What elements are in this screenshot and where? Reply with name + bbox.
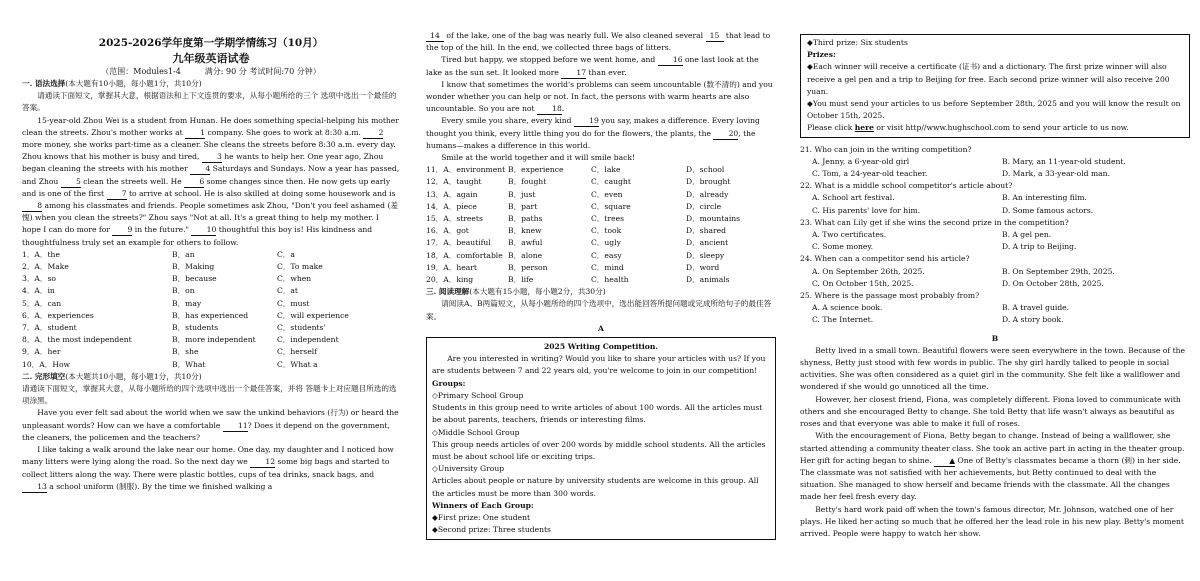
option[interactable]: B. Mary, an 11-year-old student. bbox=[1002, 156, 1126, 166]
section-2-header: 二. 完形填空(本大题共10小题，每小题1分，共10分) bbox=[22, 371, 202, 381]
option[interactable]: B. On September 29th, 2025. bbox=[1002, 266, 1115, 276]
blank-15[interactable]: 15 bbox=[706, 31, 724, 42]
passage-2-para-1: Have you ever felt sad about the world when we saw the unkind behaviors (行为) or heard the unpleasant words? How can we have a comfortable 11? Does it depend on the government, the cleaners, the policemen and the teachers? bbox=[22, 408, 399, 442]
option-row: 13．A．again B．just C．even D．already bbox=[426, 189, 729, 199]
section-1-instructions: 请通读下面短文，掌握其大意，根据语法和上下文连贯的要求，从每小题所给的三个 选项中选出一个最佳的答案。 bbox=[22, 91, 397, 113]
blank-4[interactable]: 4 bbox=[190, 164, 210, 175]
option[interactable]: A. Jenny, a 6-year-old girl bbox=[812, 156, 910, 166]
option-row: 11．A．environment B．experience C．lake D．school bbox=[426, 165, 725, 175]
blank-9[interactable]: 9 bbox=[112, 225, 132, 236]
group-primary-text: Students in this group need to write articles of about 100 words. All the articles must be about parents, teachers, friends or interesting films. bbox=[432, 403, 763, 425]
blank-2[interactable]: 2 bbox=[363, 128, 383, 139]
option-row: 16．A．got B．knew C．took D．shared bbox=[426, 226, 726, 236]
option[interactable]: A. School art festival. bbox=[812, 193, 895, 203]
exam-info: （范围：Modules1-4 满分: 90 分 考试时间:70 分钟） bbox=[101, 67, 321, 76]
triangle-blank[interactable]: ▲ bbox=[934, 456, 955, 467]
option[interactable]: A. On September 26th, 2025. bbox=[812, 266, 925, 276]
option[interactable]: A. A science book. bbox=[812, 303, 883, 313]
option[interactable]: D. A trip to Beijing. bbox=[1002, 242, 1077, 252]
blank-1[interactable]: 1 bbox=[185, 128, 205, 139]
passage-2-para-4: I know that sometimes the world's problems can seem uncountable (数不清的) and you wonder whether you can help or not. In fact, the persons with warm hearts are also uncountable. So you are not 18. bbox=[426, 79, 773, 114]
passage-b-para-2: However, her closest friend, Fiona, was completely different. Fiona loved to communicate with others and she encouraged Betty to change. She told Betty that life wasn't always as beautiful as roses and that everyone was able to make it full of roses. bbox=[800, 394, 1181, 429]
option-row: 14．A．piece B．part C．square D．circle bbox=[426, 201, 722, 211]
passage-2-para-2: I like taking a walk around the lake near our home. One day, my daughter and I noticed how many litters were lying along the road. So the next day we 12 some big bags and started to collect litters along the way. There were plastic bottles, cups of tea drinks, snack bags, and 13 a school uniform (制服). By the time we finished walking a bbox=[22, 445, 394, 491]
option[interactable]: B. An interesting film. bbox=[1002, 193, 1087, 203]
notice-title: 2025 Writing Competition. bbox=[543, 342, 659, 352]
blank-20[interactable]: 20 bbox=[713, 129, 738, 140]
group-middle-heading: ◇Middle School Group bbox=[432, 427, 520, 437]
option-row: 17．A．beautiful B．awful C．ugly D．ancient bbox=[426, 238, 729, 248]
option-row: 3．A．so B．because C．when bbox=[22, 274, 312, 284]
option-row: 6．A．experiences B．has experienced C．will experience bbox=[22, 310, 349, 320]
third-prize: ◆Third prize: Six students bbox=[807, 38, 908, 47]
passage-b-para-3: With the encouragement of Fiona, Betty began to change. Instead of being a wallflower, she started attending a community theater class. She took an active part in acting in the theater group. Her gift for acting began to shine. ▲ One of Betty's classmates became a thorn (刺) in her side. The classmate was not satisfied with her achievements, but Betty continued to deal with the situation. She managed to show herself and became friends with the classmate. All the changes made her feel fresh every day. bbox=[800, 431, 1185, 502]
option-row: 1．A．the B．an C．a bbox=[22, 249, 295, 259]
option-row: 15．A．streets B．paths C．trees D．mountains bbox=[426, 214, 741, 224]
question-options bbox=[800, 156, 1190, 180]
notice-intro: Are you interested in writing? Would you like to share your articles with us? If you are students between 7 and 22 years old, you're welcome to join in our competition! bbox=[432, 354, 766, 376]
passage-b-label: B bbox=[991, 333, 999, 343]
passage-1: 15-year-old Zhou Wei is a student from Hunan. He does something special-helping his mother clean the streets. Zhou's mother works at 1 company. She goes to work at 8:30 a.m. 2 more money, she works part-time as a cleaner. She cleans the streets before 8:30 a.m. every day. Zhou knows that his mother is busy and tired, 3 he wants to help her. One year ago, Zhou began cleaning the streets with his mother 4 Saturdays and Sundays. Now a year has passed, and Zhou 5 clean the streets well. He 6 some changes since then. He now gets up early and is one of the first 7 to arrive at school. He is also skilled at doing some housework and is 8 among his classmates and friends. People sometimes ask Zhou, "Don't you feel ashamed (羞愧) when you clean the streets?" Zhou says "Not at all. It's a great thing to help my mother. I hope I can do more for 9 in the future." 10 thoughtful this boy is! His kindness and thoughtfulness truly set an example for others to follow. bbox=[22, 115, 400, 247]
passage-b-para-1: Betty lived in a small town. Beautiful flowers were seen everywhere in the town. Because of the shyness, Betty just stood with few words in public. The shy girl hardly talked to people in social activities. She was often considered as a quiet girl in the community. She felt like a wallflower and wondered if she would go unnoticed all the time. bbox=[800, 345, 1186, 392]
send-deadline: ◆You must send your articles to us before September 28th, 2025 and you will know the result on October 15th, 2025. bbox=[807, 99, 1181, 121]
competition-notice-box bbox=[426, 337, 776, 540]
question-options bbox=[800, 192, 1190, 216]
column-right bbox=[800, 34, 1190, 540]
option-row: 12．A．taught B．fought C．caught D．brought bbox=[426, 177, 731, 187]
submit-instruction: Please click here or visit http//www.hughschool.com to send your article to us now. bbox=[807, 123, 1129, 133]
option[interactable]: C. Some money. bbox=[812, 242, 874, 252]
passage-2-para-3: Tired but happy, we stopped before we went home, and 16 one last look at the lake as the sun set. It looked more 17 than ever. bbox=[426, 55, 759, 77]
blank-16[interactable]: 16 bbox=[658, 55, 683, 66]
question-24: 24. When can a competitor send his article? A. On September 26th, 2025. B. On September 29th, 2025. C. On October 15th, 2025. D. On October 28th, 2025. bbox=[800, 253, 1190, 290]
option-row: 18．A．comfortable B．alone C．easy D．sleepy bbox=[426, 250, 725, 260]
blank-5[interactable]: 5 bbox=[61, 177, 81, 188]
passage-2-para-5: Every smile you share, every kind 19 you say, makes a difference. Every loving thought you think, every little thing you do for the flowers, the plants, the 20, the humans—makes a difference in this world. bbox=[426, 116, 760, 150]
blank-3[interactable]: 3 bbox=[202, 152, 222, 163]
option[interactable]: C. His parents' love for him. bbox=[812, 205, 921, 215]
group-middle-text: This group needs articles of over 200 words by middle school students. All the articles must be about school life or exciting trips. bbox=[432, 439, 766, 461]
competition-notice-box-continued bbox=[800, 34, 1190, 138]
question-22: 22. What is a middle school competitor's article about? A. School art festival. B. An interesting film. C. His parents' love for him. D. Some famous actors. bbox=[800, 180, 1190, 217]
option-row: 5．A．can B．may C．must bbox=[22, 298, 310, 308]
option[interactable]: C. The Internet. bbox=[812, 315, 874, 325]
first-prize: ◆First prize: One student bbox=[432, 512, 531, 522]
option[interactable]: D. Some famous actors. bbox=[1002, 205, 1094, 215]
second-prize: ◆Second prize: Three students bbox=[432, 525, 551, 535]
exam-title: 2025-2026学年度第一学期学情练习（10月） bbox=[98, 37, 324, 49]
blank-11[interactable]: 11 bbox=[223, 421, 248, 432]
exam-subtitle: 九年级英语试卷 bbox=[172, 52, 250, 65]
options-1 bbox=[22, 249, 400, 371]
group-primary-heading: ◇Primary School Group bbox=[432, 390, 524, 400]
blank-14[interactable]: 14 bbox=[426, 31, 444, 42]
question-21: 21. Who can join in the writing competition? A. Jenny, a 6-year-old girl B. Mary, an 11-year-old student. C. Tom, a 24-year-old teacher. D. Mark, a 33-year-old man. bbox=[800, 144, 1190, 181]
question-23: 23. What can Lily get if she wins the second prize in the competition? A. Two certificates. B. A gel pen. C. Some money. D. A trip to Beijing. bbox=[800, 217, 1190, 254]
section-3-header: 三. 阅读理解(本大题有15小题，每小题2分，共30分) bbox=[426, 287, 606, 297]
blank-12[interactable]: 12 bbox=[250, 457, 275, 468]
passage-a-label: A bbox=[598, 323, 604, 333]
blank-8[interactable]: 8 bbox=[22, 201, 42, 212]
question-25: 25. Where is the passage most probably from? A. A science book. B. A travel guide. C. The Internet. D. A story book. bbox=[800, 290, 1190, 327]
option[interactable]: C. On October 15th, 2025. bbox=[812, 278, 914, 288]
blank-18[interactable]: 18 bbox=[537, 104, 562, 115]
blank-17[interactable]: 17 bbox=[561, 68, 586, 79]
passage-2-para-6: Smile at the world together and it will smile back! bbox=[441, 153, 636, 163]
option-row: 10．A．How B．What C．What a bbox=[22, 359, 318, 369]
section-3-instructions: 请阅读A、B两篇短文，从每小题所给的四个选项中，选出能回答所提问题或完成所给句子的最佳答案。 bbox=[426, 299, 772, 321]
blank-7[interactable]: 7 bbox=[107, 189, 127, 200]
groups-heading: Groups: bbox=[432, 378, 466, 388]
option[interactable]: A. Two certificates. bbox=[812, 230, 887, 240]
option-row: 2．A．Make B．Making C．To make bbox=[22, 262, 323, 272]
column-left bbox=[22, 30, 400, 493]
option-row: 19．A．heart B．person C．mind D．word bbox=[426, 262, 720, 272]
section-1-header: 一. 语法选择(本大题有10小题，每小题1分，共10分) bbox=[22, 79, 202, 88]
option[interactable]: D. A story book. bbox=[1002, 315, 1064, 325]
option-row: 7．A．student B．students C．students' bbox=[22, 323, 326, 333]
prize-details: ◆Each winner will receive a certificate (证书) and a dictionary. The first prize winner will also receive a gel pen and a trip to Beijing for free. Each second prize winner will also receive 200 yuan. bbox=[807, 62, 1170, 96]
blank-13[interactable]: 13 bbox=[22, 482, 47, 493]
passage-b-para-4: Betty's hard work paid off when the town's famous director, Mr. Johnson, watched one of her plays. He liked her acting so much that he offered her the lead role in his new play. Betty's moment arrived. People were happy to watch her show. bbox=[800, 504, 1184, 538]
blank-6[interactable]: 6 bbox=[184, 177, 204, 188]
question-options bbox=[800, 266, 1190, 290]
option[interactable]: B. A gel pen. bbox=[1002, 230, 1052, 240]
option[interactable]: D. Mark, a 33-year-old man. bbox=[1002, 169, 1110, 179]
option[interactable]: B. A travel guide. bbox=[1002, 303, 1070, 313]
option-row: 4．A．in B．on C．at bbox=[22, 286, 298, 296]
prizes-heading: Prizes: bbox=[807, 50, 836, 60]
passage-2-continued: 14 of the lake, one of the bag was nearly full. We also cleaned several 15 that lead to the top of the hill. In the end, we collected three bags of litters. bbox=[426, 31, 771, 53]
option[interactable]: C. Tom, a 24-year-old teacher. bbox=[812, 169, 928, 179]
blank-19[interactable]: 19 bbox=[574, 116, 599, 127]
option-row: 20．A．king B．life C．health D．animals bbox=[426, 275, 730, 285]
question-options bbox=[800, 302, 1190, 326]
option-row: 8．A．the most independent B．more independent C．independent bbox=[22, 335, 339, 345]
question-options bbox=[800, 229, 1190, 253]
winners-heading: Winners of Each Group: bbox=[432, 500, 534, 510]
section-2-instructions: 请通读下面短文，掌握其大意，从每小题所给的四个选项中选出一个最佳答案，并将 答题卡上对应题目所选的选项涂黑。 bbox=[22, 384, 397, 406]
option[interactable]: D. On October 28th, 2025. bbox=[1002, 278, 1104, 288]
group-university-text: Articles about people or nature by university students are welcome in this group. All the articles must be more than 300 words. bbox=[432, 476, 759, 498]
group-university-heading: ◇University Group bbox=[432, 464, 505, 474]
column-middle bbox=[426, 30, 776, 540]
options-2 bbox=[426, 164, 776, 286]
option-row: 9．A．her B．she C．herself bbox=[22, 347, 318, 357]
blank-10[interactable]: 10 bbox=[191, 225, 216, 236]
here-link[interactable]: here bbox=[854, 123, 874, 133]
